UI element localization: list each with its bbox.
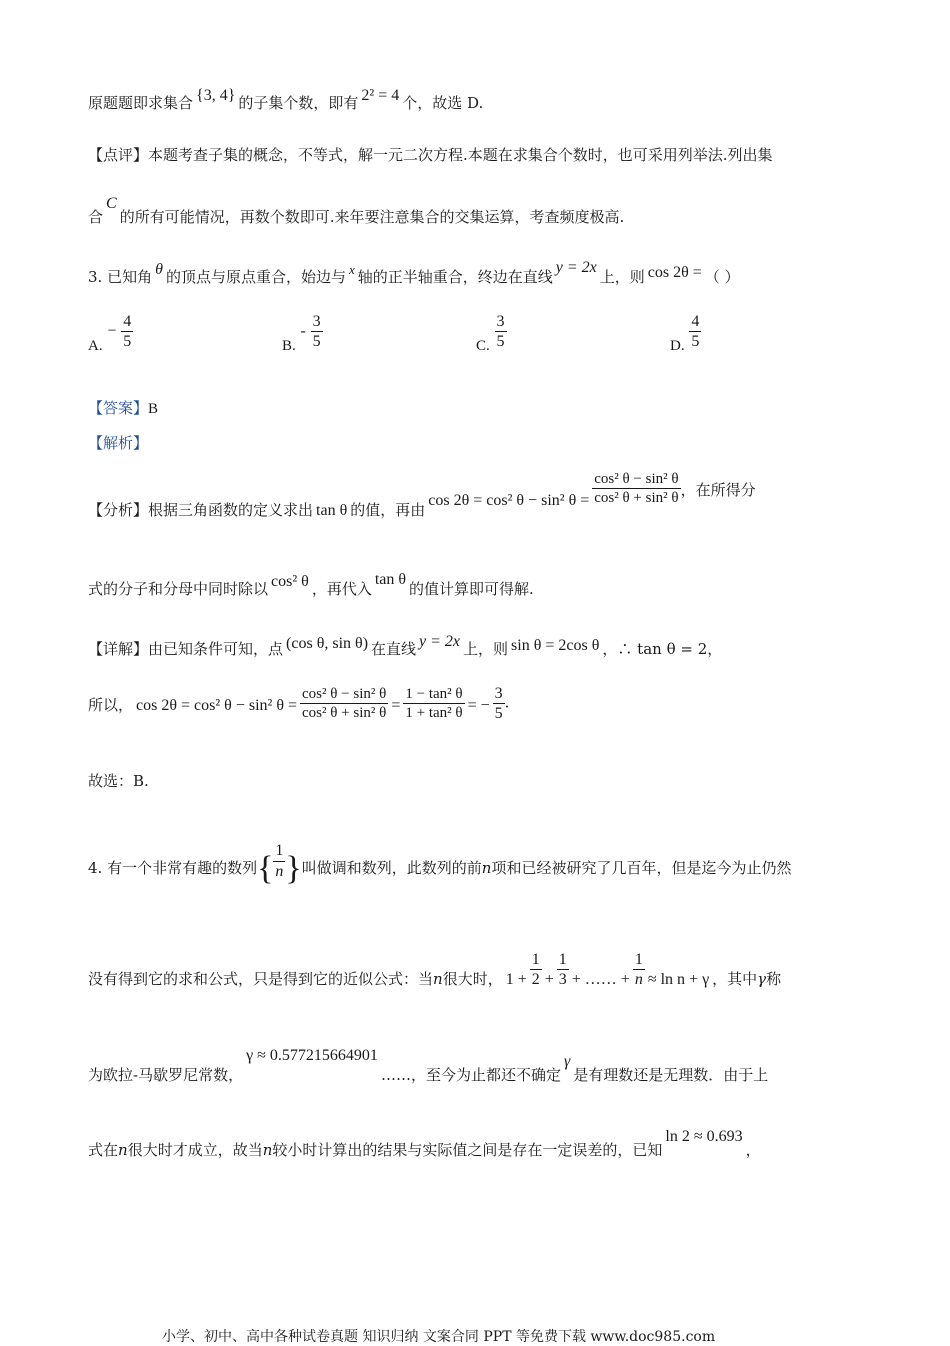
numerator: cos² θ − sin² θ [302,686,387,703]
denominator: n [275,862,284,880]
footer [162,1326,715,1346]
analysis-tag-line [88,432,148,453]
n-var: n [118,1141,128,1159]
text: 的所有可能情况，再数个数即可.来年要注意集合的交集运算，考查频度极高. [119,208,625,226]
x-var: x [348,262,355,277]
n-var: n [481,859,492,877]
third: $\frac{1}{3}$ [558,951,567,989]
n-var: n [433,969,443,988]
text: 4. 有一个非常有趣的数列 [88,859,258,877]
line-eq: y = 2x [419,633,461,650]
text: ，∴ tan θ = 2， [602,640,723,658]
approx-ln: ≈ ln n + γ [647,970,710,988]
nth: $\frac{1}{n}$ [634,951,643,989]
footer-text: 小学、初中、高中各种试卷真题 知识归纳 文案合同 PPT 等免费下载 www.doc985.com [162,1329,716,1345]
text: 根据三角函数的定义求出 [148,500,314,519]
text: 为欧拉-马歇罗尼常数， [88,1066,244,1084]
question-4-line-1: 4. 有一个非常有趣的数列{ $\frac{1}{n}$ }叫做调和数列，此数列的前n项和已经被研究了几百年，但是迄今为止仍然 [88,842,792,887]
comment-text: 本题考查子集的概念，不等式，解一元二次方程.本题在求集合个数时，也可采用列举法.列出集 [148,146,773,164]
power-expr: 2² = 4 [361,87,400,104]
sin-eq: sin θ = 2cos θ [511,637,600,654]
answer-value: B [148,401,159,417]
numerator: 1 [273,841,285,861]
choice-d [670,312,701,354]
text: 原题题即求集合 [88,94,194,112]
question-4-line-2: 没有得到它的求和公式，只是得到它的近似公式：当n很大时， 1 + $\frac{1}{2}$ + $\frac{1}{3}$ + …… + $\frac{1}{n}$ ≈ ln n + γ ，其中γ称 [88,951,782,989]
cos-identity: cos 2θ = cos² θ − sin² θ = [136,696,297,714]
question-3 [88,259,740,287]
answer-tag: 【答案】 [88,399,149,417]
choice-label: D. [670,337,685,354]
choice-fraction [121,312,133,351]
choice-fraction [311,312,323,351]
denominator: 5 [494,705,503,723]
denominator: 5 [496,333,505,351]
ln2-value: ln 2 ≈ 0.693 [665,1128,743,1145]
point-coords: (cos θ, sin θ) [286,635,369,652]
choice-sign: − [107,322,117,340]
numerator: cos² θ − sin² θ [594,471,679,487]
text: 称 [766,969,782,988]
analysis-label: 【分析】 [88,500,149,519]
line-1 [88,87,484,113]
text: ，再代入 [311,580,372,598]
text: 项和已经被研究了几百年，但是迄今为止仍然 [491,859,792,877]
text: 的值计算即可得解. [409,580,534,598]
numerator: 3 [493,684,505,704]
choice-c [476,312,507,354]
line-eq: y = 2x [555,259,597,276]
text: 式在 [88,1141,119,1159]
denominator: cos² θ + sin² θ [302,705,387,722]
denominator: 3 [558,971,567,989]
text: 是有理数还是无理数．由于上 [573,1066,769,1084]
fraction-3 [493,684,505,723]
numerator: 4 [689,312,701,332]
text: ， [745,1141,761,1159]
tan-theta: tan θ [374,571,407,588]
tan-theta: tan θ [316,501,348,519]
pick-text: 故选：B. [88,772,149,790]
comment-line-2 [88,195,625,227]
result-sign: = − [467,696,490,714]
gamma: γ [757,969,767,988]
text: 很大时， [442,969,503,988]
denominator: cos² θ + sin² θ [594,490,679,506]
choice-label: C. [476,337,490,354]
text: 由已知条件可知，点 [148,640,284,658]
set-34: {3, 4} [196,87,236,104]
text: ，在所得分 [680,480,756,499]
answer-line [88,397,158,418]
text: 的子集个数，即有 [238,94,359,112]
gamma-value: γ ≈ 0.577215664901 [246,1047,378,1064]
text: ……，至今为止都还不确定 [380,1066,561,1084]
text: ，其中 [712,969,758,988]
text: 合 [88,208,104,226]
text: . [504,693,510,712]
identity-fraction [592,470,680,507]
text: 3. 已知角 [88,268,153,286]
text: 的值，再由 [350,500,426,519]
text: 在直线 [371,640,417,658]
text: 个，故选 D. [402,94,484,112]
detail-line-2: 所以， cos 2θ = cos² θ − sin² θ = $\frac{\text{cos² θ − sin² θ}}{\text{cos² θ + sin² θ}}$ = $\frac{\text{1 − tan² θ}}{\text{1 + tan² θ}}$ = − $\frac{3}{5}$ . [88,685,510,723]
text: 的顶点与原点重合，始边与 [165,268,346,286]
fraction-2 [403,685,464,722]
denominator: 1 + tan² θ [405,705,463,722]
question-4-line-4 [88,1128,761,1160]
cos-identity: cos 2θ = cos² θ − sin² θ = [428,491,590,509]
choice-b [282,312,323,354]
text: 上，则 [599,268,645,286]
harmonic-term [273,841,285,880]
question-4-line-3 [88,1047,769,1085]
text: 叫做调和数列，此数列的前 [301,859,482,877]
text: 轴的正半轴重合，终边在直线 [357,268,553,286]
analysis-line-1 [88,470,756,519]
denominator: 5 [691,333,700,351]
sum-dots: + …… + [571,970,630,988]
denominator: 5 [312,333,321,351]
sum-start: 1 + [505,970,527,988]
text: 式的分子和分母中同时除以 [88,580,269,598]
analysis-tag: 【解析】 [88,434,149,452]
numerator: 3 [495,312,507,332]
half: $\frac{1}{2}$ [531,951,540,989]
set-c: C [106,195,117,212]
choice-label: A. [88,337,103,354]
text: 所以， [88,695,134,714]
pick-line [88,770,149,791]
denominator: n [634,971,643,989]
choice-label: B. [282,337,296,354]
choice-sign: - [300,322,306,340]
choice-fraction [689,312,701,351]
gamma: γ [563,1053,571,1070]
analysis-line-2 [88,571,534,599]
numerator: 4 [121,312,133,332]
text: 很大时才成立，故当 [127,1141,263,1159]
text: 上，则 [463,640,509,658]
numerator: 1 − tan² θ [405,686,463,703]
detail-line-1 [88,633,723,659]
denominator: 5 [123,333,132,351]
comment-line [88,144,773,165]
choice-fraction [495,312,507,351]
n-var: n [262,1141,273,1159]
numerator: 3 [311,312,323,332]
theta: θ [155,261,163,278]
comment-tag: 【点评】 [88,146,149,164]
text: 较小时计算出的结果与实际值之间是存在一定误差的，已知 [272,1141,663,1159]
choice-a [88,312,133,354]
cos2theta: cos 2θ = [647,264,702,281]
detail-label: 【详解】 [88,640,149,658]
fraction-1 [300,685,388,722]
denominator: 2 [531,971,540,989]
cos-squared: cos² θ [271,573,309,590]
text: 没有得到它的求和公式，只是得到它的近似公式：当 [88,969,434,988]
answer-paren: （ ） [704,268,740,286]
